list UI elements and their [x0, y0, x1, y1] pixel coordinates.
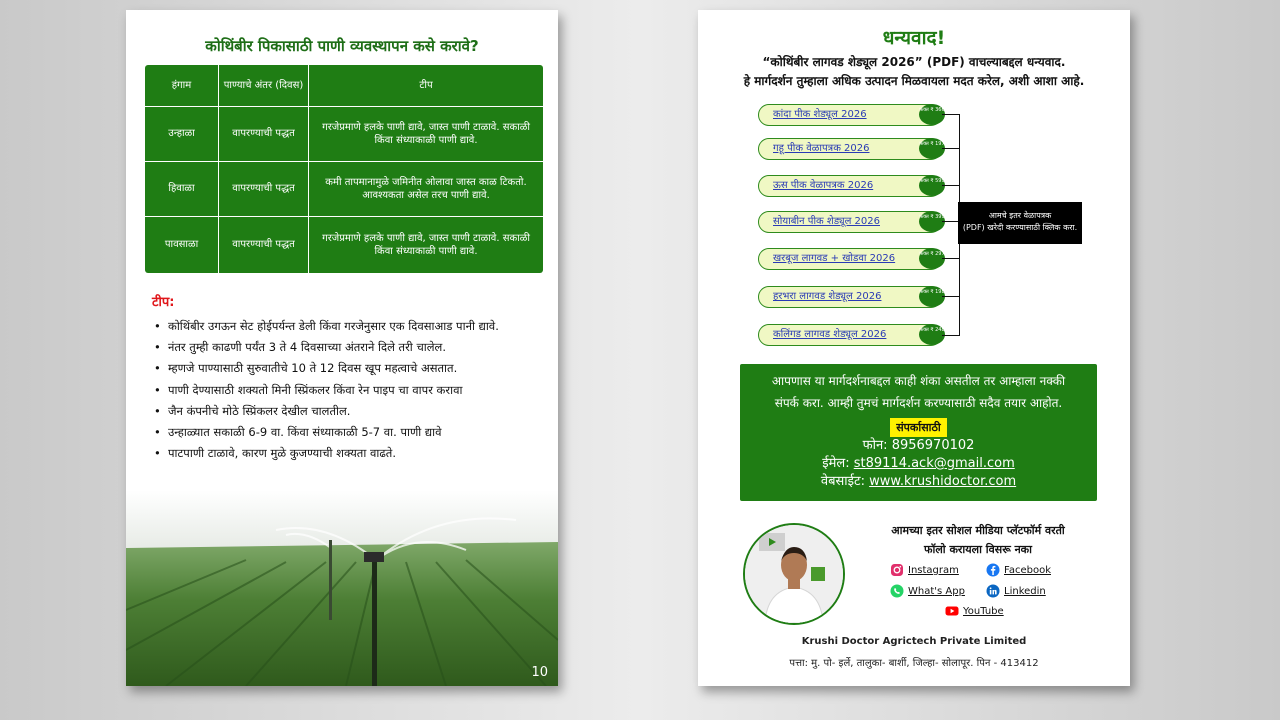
schedule-link-soybean[interactable]: सोयाबीन पीक शेड्यूल 2026 फक्त ₹ 399 — [758, 211, 942, 233]
page-title: कोथिंबीर पिकासाठी पाणी व्यवस्थापन कसे करावे? — [205, 37, 479, 55]
table-cell-tip: गरजेप्रमाणे हलके पाणी द्यावे, जास्त पाणी टाळावे. सकाळी किंवा संध्याकाळी पाणी द्यावे. — [309, 107, 543, 162]
youtube-link[interactable]: YouTube — [945, 604, 1004, 618]
email-line: ईमेल: st89114.ack@gmail.com — [822, 456, 1015, 471]
youtube-icon — [945, 604, 959, 618]
contact-box — [740, 364, 1097, 501]
instagram-link[interactable]: Instagram — [890, 563, 959, 577]
phone-line: फोन: 8956970102 — [862, 438, 975, 453]
page-number: 10 — [531, 665, 548, 680]
table-header-tip: टीप — [309, 65, 543, 107]
water-management-table — [145, 65, 543, 273]
company-address: पत्ता: मु. पो- इर्ले, तालुका- बार्शी, जिल्हा- सोलापूर. पिन - 413412 — [789, 658, 1039, 669]
connector-tick — [942, 185, 960, 186]
list-item: • पाणी देण्यासाठी शक्यतो मिनी स्प्रिंकलर किंवा रेन पाइप चा वापर करावा — [154, 382, 463, 397]
table-cell-tip: गरजेप्रमाणे हलके पाणी द्यावे, जास्त पाणी टाळावे. सकाळी किंवा संध्याकाळी पाणी द्यावे. — [322, 232, 530, 257]
tip-heading: टीप: — [152, 295, 175, 310]
schedule-link-onion[interactable]: कांदा पीक शेड्यूल 2026 फक्त ₹ 366 — [758, 104, 942, 126]
table-cell-method: वापरण्याची पद्धत — [219, 107, 309, 162]
table-cell-season: पावसाळा — [145, 217, 219, 273]
contact-intro: आपणास या मार्गदर्शनाबद्दल काही शंका असतील तर आम्हाला नक्की संपर्क करा. आम्ही तुमचं मार्गदर्शन करण्यासाठी सदैव तयार आहोत. — [771, 374, 1066, 410]
facebook-link[interactable]: Facebook — [986, 563, 1051, 577]
price-badge: फक्त ₹ 399 — [919, 211, 945, 232]
website-link[interactable]: www.krushidoctor.com — [869, 474, 1017, 489]
price-badge: फक्त ₹ 197 — [919, 138, 945, 159]
instagram-icon — [890, 563, 904, 577]
table-cell-season: हिवाळा — [145, 162, 219, 217]
buy-schedules-callout[interactable]: आमचे इतर वेळापत्रक (PDF) खरेदी करण्यासाठी क्लिक करा. — [958, 202, 1082, 244]
price-badge: फक्त ₹ 248 — [919, 324, 945, 345]
table-cell-method: वापरण्याची पद्धत — [219, 162, 309, 217]
price-badge: फक्त ₹ 366 — [919, 104, 945, 125]
table-cell-method: वापरण्याची पद्धत — [219, 217, 309, 273]
pdf-page-left — [126, 10, 558, 686]
company-name: Krushi Doctor Agrictech Private Limited — [801, 636, 1027, 647]
website-line: वेबसाईट: www.krushidoctor.com — [820, 474, 1017, 489]
contact-badge: संपर्कासाठी — [890, 418, 947, 437]
thank-you-title: धन्यवाद! — [882, 27, 946, 49]
linkedin-icon — [986, 584, 1000, 598]
phone-number[interactable]: 8956970102 — [891, 438, 975, 453]
whatsapp-link[interactable]: What's App — [890, 584, 965, 598]
table-cell-tip: कमी तापमानामुळे जमिनीत ओलावा जास्त काळ टिकतो. आवश्यकता असेल तरच पाणी द्यावे. — [309, 162, 543, 217]
social-heading: आमच्या इतर सोशल मीडिया प्लॅटफॉर्म वरती फॉलो करायला विसरू नका — [891, 524, 1065, 556]
connector-tick — [942, 296, 960, 297]
facebook-icon — [986, 563, 1000, 577]
connector-tick — [942, 258, 960, 259]
list-item: • नंतर तुम्ही काढणी पर्यंत 3 ते 4 दिवसाच्या अंतराने दिले तरी चालेल. — [154, 340, 446, 355]
table-header-season: हंगाम — [145, 65, 219, 107]
pdf-page-right — [698, 10, 1130, 686]
list-item: • कोथिंबीर उगऊन सेट होईपर्यन्त डेली किंवा गरजेनुसार एक दिवसाआड पानी द्यावे. — [154, 319, 499, 333]
schedule-link-gram[interactable]: हरभरा लागवड शेड्यूल 2026 फक्त ₹ 198 — [758, 286, 942, 308]
schedule-link-sugarcane[interactable]: ऊस पीक वेळापत्रक 2026 फक्त ₹ 599 — [758, 175, 942, 197]
price-badge: फक्त ₹ 198 — [919, 286, 945, 307]
linkedin-link[interactable]: Linkedin — [986, 584, 1046, 598]
schedule-link-watermelon[interactable]: कलिंगड लागवड शेड्यूल 2026 फक्त ₹ 248 — [758, 324, 942, 346]
price-badge: फक्त ₹ 297 — [919, 248, 945, 269]
sprinkler-field-photo — [126, 490, 558, 686]
price-badge: फक्त ₹ 599 — [919, 175, 945, 196]
tip-list — [152, 316, 552, 464]
connector-tick — [942, 148, 960, 149]
whatsapp-icon — [890, 584, 904, 598]
thank-you-line: हे मार्गदर्शन तुम्हाला अधिक उत्पादन मिळवायला मदत करेल, अशी आशा आहे. — [743, 74, 1085, 88]
list-item: • जैन कंपनीचे मोठे स्प्रिंकलर देखील चालतील. — [154, 403, 351, 418]
list-item: • पाटपाणी टाळावे, कारण मुळे कुजण्याची शक्यता वाढते. — [154, 446, 397, 461]
table-cell-season: उन्हाळा — [145, 107, 219, 162]
schedule-link-muskmelon[interactable]: खरबूज लागवड + खोडवा 2026 फक्त ₹ 297 — [758, 248, 942, 270]
table-header-interval: पाण्याचे अंतर (दिवस) — [219, 65, 309, 107]
list-item: • म्हणजे पाण्यासाठी सुरुवातीचे 10 ते 12 दिवस खूप महत्वाचे असतात. — [154, 361, 458, 376]
author-photo — [743, 523, 845, 625]
thank-you-line: “कोथिंबीर लागवड शेड्यूल 2026” (PDF) वाचल्याबद्दल धन्यवाद. — [762, 55, 1066, 69]
email-link[interactable]: st89114.ack@gmail.com — [853, 456, 1015, 471]
schedule-link-wheat[interactable]: गहू पीक वेळापत्रक 2026 फक्त ₹ 197 — [758, 138, 942, 160]
list-item: • उन्हाळ्यात सकाळी 6-9 वा. किंवा संध्याकाळी 5-7 वा. पाणी द्यावे — [154, 424, 442, 439]
